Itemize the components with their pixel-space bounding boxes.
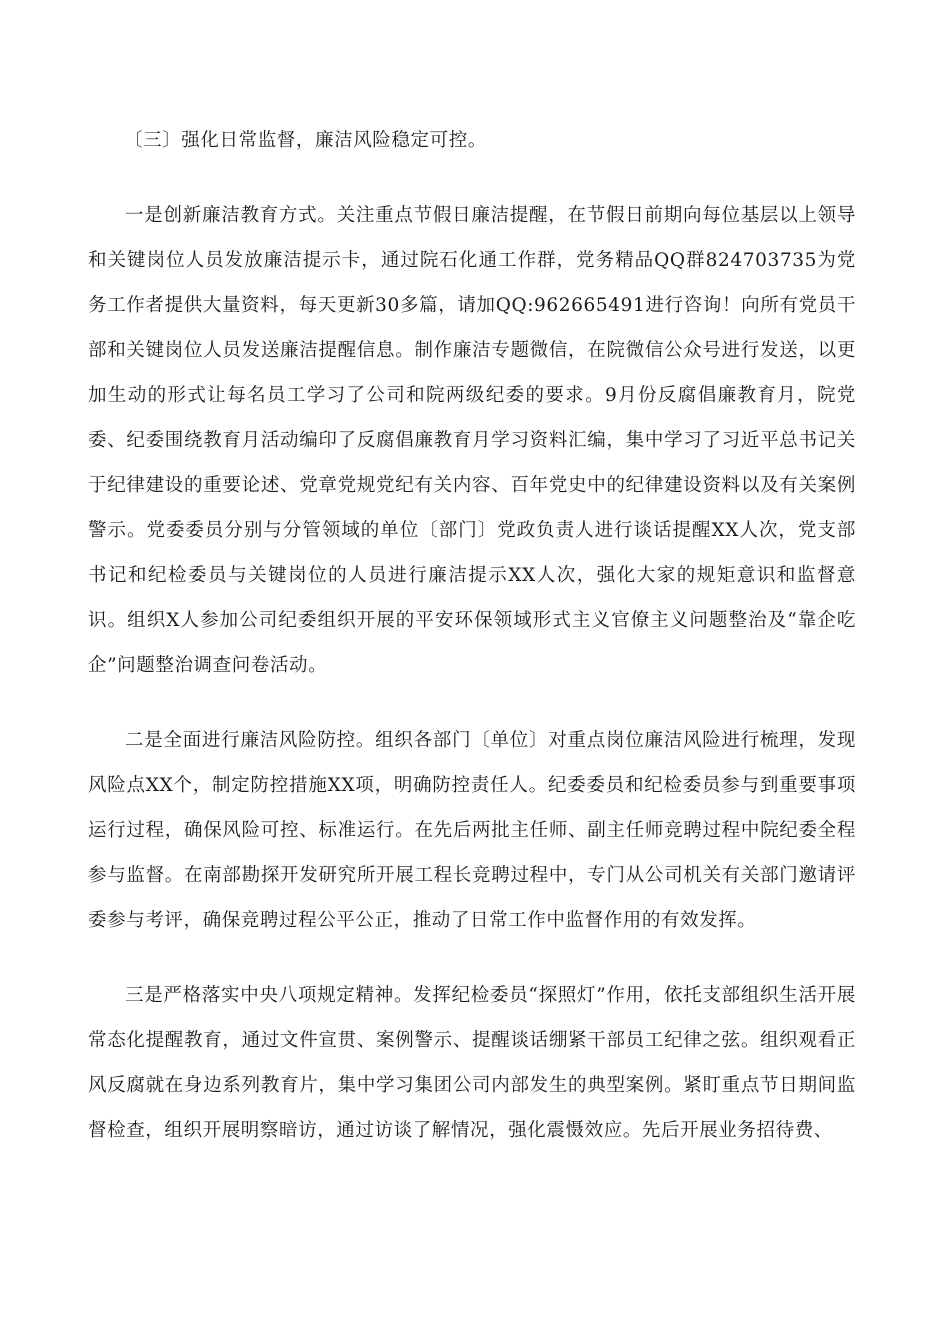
document-body [88,118,856,1183]
paragraph-risk-control: 二是全面进行廉洁风险防控。组织各部门〔单位〕对重点岗位廉洁风险进行梳理，发现风险点XX个，制定防控措施XX项，明确防控责任人。纪委委员和纪检委员参与到重要事项运行过程，确保风险可控、标准运行。在先后两批主任师、副主任师竞聘过程中院纪委全程参与监督。在南部勘探开发研究所开展工程长竞聘过程中，专门从公司机关有关部门邀请评委参与考评，确保竞聘过程公平公正，推动了日常工作中监督作用的有效发挥。 [88,730,856,931]
section-heading: 〔三〕强化日常监督，廉洁风险稳定可控。 [124,130,487,151]
paragraph-eight-rules: 三是严格落实中央八项规定精神。发挥纪检委员“探照灯”作用，依托支部组织生活开展常态化提醒教育，通过文件宣贯、案例警示、提醒谈话绷紧干部员工纪律之弦。组织观看正风反腐就在身边系列教育片，集中学习集团公司内部发生的典型案例。紧盯重点节日期间监督检查，组织开展明察暗访，通过访谈了解情况，强化震慑效应。先后开展业务招待费、 [88,985,856,1141]
paragraph-education: 一是创新廉洁教育方式。关注重点节假日廉洁提醒，在节假日前期向每位基层以上领导和关键岗位人员发放廉洁提示卡，通过院石化通工作群，党务精品QQ群824703735为党务工作者提供大量资料，每天更新30多篇，请加QQ:962665491进行咨询！向所有党员干部和关键岗位人员发送廉洁提醒信息。制作廉洁专题微信，在院微信公众号进行发送，以更加生动的形式让每名员工学习了公司和院两级纪委的要求。9月份反腐倡廉教育月，院党委、纪委围绕教育月活动编印了反腐倡廉教育月学习资料汇编，集中学习了习近平总书记关于纪律建设的重要论述、党章党规党纪有关内容、百年党史中的纪律建设资料以及有关案例警示。党委委员分别与分管领域的单位〔部门〕党政负责人进行谈话提醒XX人次，党支部书记和纪检委员与关键岗位的人员进行廉洁提示XX人次，强化大家的规矩意识和监督意识。组织X人参加公司纪委组织开展的平安环保领域形式主义官僚主义问题整治及“靠企吃企”问题整治调查问卷活动。 [88,205,856,676]
